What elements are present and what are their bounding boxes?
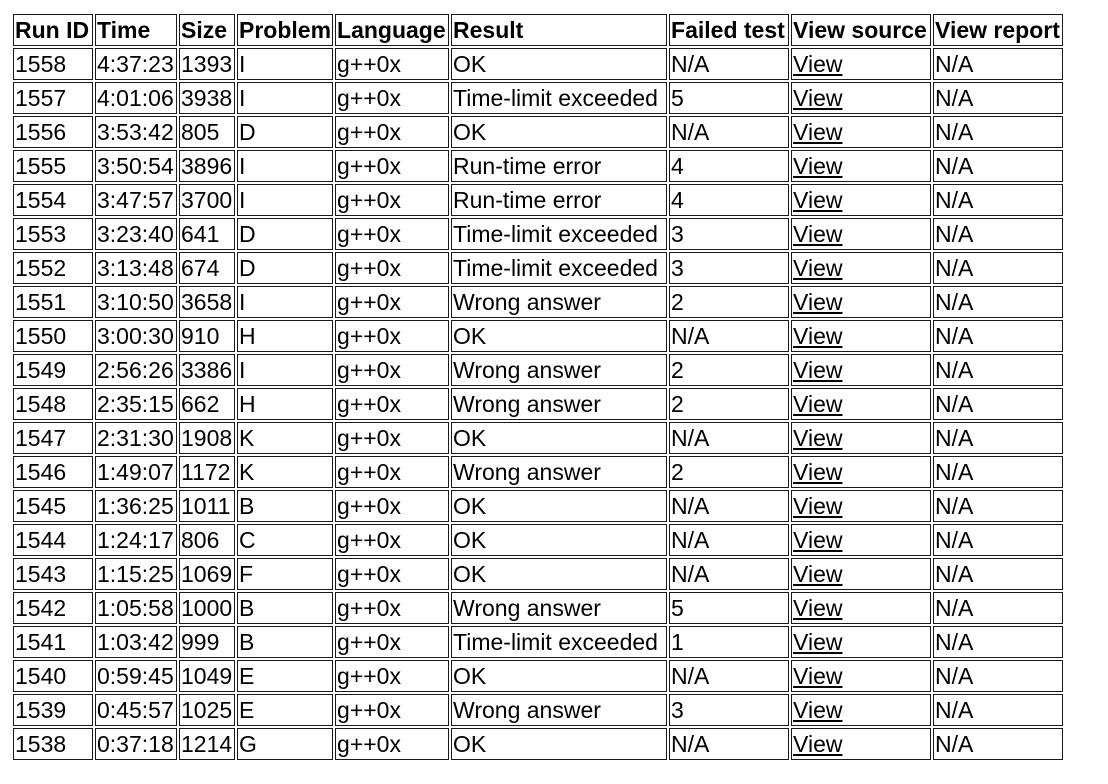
cell-view-source <box>791 388 931 420</box>
view-source-link[interactable]: View <box>793 425 843 451</box>
view-source-link[interactable]: View <box>793 595 843 621</box>
cell-view-source <box>791 558 931 590</box>
cell-view-source <box>791 592 931 624</box>
cell-size: 3938 <box>179 82 235 114</box>
cell-view-report: N/A <box>933 184 1063 216</box>
header-size: Size <box>179 14 235 46</box>
cell-time: 3:13:48 <box>95 252 177 284</box>
cell-result: Time-limit exceeded <box>451 218 667 250</box>
view-source-link[interactable]: View <box>793 731 843 757</box>
view-source-link[interactable]: View <box>793 187 843 213</box>
cell-size: 1172 <box>179 456 235 488</box>
cell-time: 1:36:25 <box>95 490 177 522</box>
cell-view-report: N/A <box>933 286 1063 318</box>
cell-view-report: N/A <box>933 490 1063 522</box>
cell-failed-test: 3 <box>669 252 789 284</box>
cell-size: 1025 <box>179 694 235 726</box>
header-view-report: View report <box>933 14 1063 46</box>
cell-problem: B <box>237 490 333 522</box>
cell-view-source <box>791 286 931 318</box>
table-row <box>13 728 1063 760</box>
view-source-link[interactable]: View <box>793 629 843 655</box>
table-row <box>13 694 1063 726</box>
cell-result: OK <box>451 660 667 692</box>
cell-run-id: 1556 <box>13 116 93 148</box>
cell-problem: G <box>237 728 333 760</box>
cell-problem: I <box>237 354 333 386</box>
cell-view-source <box>791 150 931 182</box>
cell-language: g++0x <box>335 286 449 318</box>
cell-size: 3896 <box>179 150 235 182</box>
cell-failed-test: 2 <box>669 286 789 318</box>
cell-failed-test: N/A <box>669 48 789 80</box>
cell-view-report: N/A <box>933 82 1063 114</box>
cell-run-id: 1557 <box>13 82 93 114</box>
view-source-link[interactable]: View <box>793 51 843 77</box>
cell-time: 2:31:30 <box>95 422 177 454</box>
cell-view-report: N/A <box>933 524 1063 556</box>
cell-view-report: N/A <box>933 660 1063 692</box>
cell-size: 674 <box>179 252 235 284</box>
cell-size: 806 <box>179 524 235 556</box>
cell-language: g++0x <box>335 456 449 488</box>
cell-language: g++0x <box>335 660 449 692</box>
cell-failed-test: 2 <box>669 354 789 386</box>
cell-result: Run-time error <box>451 150 667 182</box>
cell-size: 1908 <box>179 422 235 454</box>
cell-result: OK <box>451 116 667 148</box>
cell-view-report: N/A <box>933 592 1063 624</box>
table-row <box>13 82 1063 114</box>
view-source-link[interactable]: View <box>793 153 843 179</box>
cell-view-source <box>791 252 931 284</box>
cell-language: g++0x <box>335 490 449 522</box>
table-row <box>13 660 1063 692</box>
header-problem: Problem <box>237 14 333 46</box>
cell-language: g++0x <box>335 116 449 148</box>
cell-run-id: 1540 <box>13 660 93 692</box>
table-row <box>13 422 1063 454</box>
cell-size: 3700 <box>179 184 235 216</box>
cell-language: g++0x <box>335 592 449 624</box>
cell-size: 641 <box>179 218 235 250</box>
cell-problem: D <box>237 116 333 148</box>
cell-size: 3386 <box>179 354 235 386</box>
cell-time: 1:24:17 <box>95 524 177 556</box>
cell-run-id: 1552 <box>13 252 93 284</box>
cell-time: 3:53:42 <box>95 116 177 148</box>
cell-run-id: 1543 <box>13 558 93 590</box>
cell-failed-test: N/A <box>669 116 789 148</box>
cell-language: g++0x <box>335 354 449 386</box>
cell-view-source <box>791 218 931 250</box>
table-row <box>13 490 1063 522</box>
cell-time: 1:15:25 <box>95 558 177 590</box>
cell-problem: D <box>237 218 333 250</box>
cell-result: Wrong answer <box>451 388 667 420</box>
cell-problem: I <box>237 286 333 318</box>
cell-run-id: 1553 <box>13 218 93 250</box>
cell-problem: I <box>237 150 333 182</box>
cell-time: 0:45:57 <box>95 694 177 726</box>
cell-language: g++0x <box>335 218 449 250</box>
cell-problem: K <box>237 456 333 488</box>
cell-language: g++0x <box>335 252 449 284</box>
cell-view-source <box>791 456 931 488</box>
view-source-link[interactable]: View <box>793 255 843 281</box>
cell-view-report: N/A <box>933 150 1063 182</box>
cell-time: 3:00:30 <box>95 320 177 352</box>
cell-view-report: N/A <box>933 48 1063 80</box>
cell-view-source <box>791 626 931 658</box>
cell-size: 805 <box>179 116 235 148</box>
cell-run-id: 1544 <box>13 524 93 556</box>
cell-problem: H <box>237 388 333 420</box>
cell-view-source <box>791 320 931 352</box>
view-source-link[interactable]: View <box>793 391 843 417</box>
cell-view-report: N/A <box>933 456 1063 488</box>
cell-result: Wrong answer <box>451 694 667 726</box>
cell-language: g++0x <box>335 82 449 114</box>
cell-run-id: 1538 <box>13 728 93 760</box>
cell-size: 910 <box>179 320 235 352</box>
cell-run-id: 1554 <box>13 184 93 216</box>
cell-run-id: 1541 <box>13 626 93 658</box>
view-source-link[interactable]: View <box>793 663 843 689</box>
cell-size: 662 <box>179 388 235 420</box>
view-source-link[interactable]: View <box>793 527 843 553</box>
cell-problem: B <box>237 626 333 658</box>
cell-failed-test: N/A <box>669 558 789 590</box>
view-source-link[interactable]: View <box>793 119 843 145</box>
cell-view-report: N/A <box>933 728 1063 760</box>
cell-view-source <box>791 422 931 454</box>
cell-run-id: 1542 <box>13 592 93 624</box>
cell-size: 3658 <box>179 286 235 318</box>
cell-problem: I <box>237 184 333 216</box>
table-row <box>13 116 1063 148</box>
view-source-link[interactable]: View <box>793 561 843 587</box>
cell-view-report: N/A <box>933 218 1063 250</box>
cell-problem: K <box>237 422 333 454</box>
cell-result: Wrong answer <box>451 456 667 488</box>
cell-view-report: N/A <box>933 320 1063 352</box>
cell-run-id: 1547 <box>13 422 93 454</box>
cell-problem: I <box>237 48 333 80</box>
cell-time: 1:49:07 <box>95 456 177 488</box>
cell-failed-test: 2 <box>669 388 789 420</box>
cell-language: g++0x <box>335 184 449 216</box>
cell-view-source <box>791 354 931 386</box>
table-row <box>13 354 1063 386</box>
cell-problem: I <box>237 82 333 114</box>
cell-time: 1:03:42 <box>95 626 177 658</box>
cell-size: 1393 <box>179 48 235 80</box>
cell-failed-test: 4 <box>669 150 789 182</box>
cell-result: OK <box>451 558 667 590</box>
cell-run-id: 1546 <box>13 456 93 488</box>
cell-view-report: N/A <box>933 116 1063 148</box>
table-row <box>13 320 1063 352</box>
cell-time: 3:47:57 <box>95 184 177 216</box>
cell-time: 2:56:26 <box>95 354 177 386</box>
cell-problem: E <box>237 660 333 692</box>
cell-time: 3:23:40 <box>95 218 177 250</box>
cell-run-id: 1539 <box>13 694 93 726</box>
cell-size: 1214 <box>179 728 235 760</box>
cell-language: g++0x <box>335 388 449 420</box>
cell-language: g++0x <box>335 626 449 658</box>
cell-failed-test: 2 <box>669 456 789 488</box>
header-result: Result <box>451 14 667 46</box>
table-body <box>13 48 1063 760</box>
cell-result: OK <box>451 524 667 556</box>
view-source-link[interactable]: View <box>793 323 843 349</box>
header-run-id: Run ID <box>13 14 93 46</box>
cell-failed-test: N/A <box>669 524 789 556</box>
view-source-link[interactable]: View <box>793 221 843 247</box>
cell-run-id: 1555 <box>13 150 93 182</box>
cell-problem: F <box>237 558 333 590</box>
cell-language: g++0x <box>335 558 449 590</box>
view-source-link[interactable]: View <box>793 357 843 383</box>
cell-view-source <box>791 490 931 522</box>
cell-problem: D <box>237 252 333 284</box>
cell-view-report: N/A <box>933 388 1063 420</box>
cell-view-report: N/A <box>933 626 1063 658</box>
cell-problem: C <box>237 524 333 556</box>
cell-problem: H <box>237 320 333 352</box>
cell-language: g++0x <box>335 728 449 760</box>
cell-view-report: N/A <box>933 694 1063 726</box>
cell-run-id: 1549 <box>13 354 93 386</box>
cell-run-id: 1545 <box>13 490 93 522</box>
cell-time: 1:05:58 <box>95 592 177 624</box>
cell-view-source <box>791 48 931 80</box>
table-row <box>13 218 1063 250</box>
cell-result: Wrong answer <box>451 354 667 386</box>
cell-language: g++0x <box>335 150 449 182</box>
cell-result: Wrong answer <box>451 592 667 624</box>
table-row <box>13 388 1063 420</box>
cell-view-source <box>791 82 931 114</box>
cell-language: g++0x <box>335 48 449 80</box>
table-row <box>13 456 1063 488</box>
cell-failed-test: N/A <box>669 320 789 352</box>
table-header-row <box>13 14 1063 46</box>
cell-failed-test: 1 <box>669 626 789 658</box>
cell-size: 1000 <box>179 592 235 624</box>
view-source-link[interactable]: View <box>793 459 843 485</box>
header-language: Language <box>335 14 449 46</box>
table-row <box>13 184 1063 216</box>
runs-table <box>11 12 1065 762</box>
cell-language: g++0x <box>335 694 449 726</box>
cell-failed-test: N/A <box>669 490 789 522</box>
cell-failed-test: N/A <box>669 660 789 692</box>
cell-language: g++0x <box>335 422 449 454</box>
cell-failed-test: 3 <box>669 218 789 250</box>
cell-result: OK <box>451 48 667 80</box>
cell-language: g++0x <box>335 524 449 556</box>
cell-problem: E <box>237 694 333 726</box>
cell-result: OK <box>451 320 667 352</box>
cell-result: Time-limit exceeded <box>451 252 667 284</box>
header-failed-test: Failed test <box>669 14 789 46</box>
cell-view-source <box>791 660 931 692</box>
cell-result: OK <box>451 422 667 454</box>
cell-result: OK <box>451 728 667 760</box>
table-row <box>13 150 1063 182</box>
cell-time: 3:50:54 <box>95 150 177 182</box>
cell-view-source <box>791 524 931 556</box>
cell-language: g++0x <box>335 320 449 352</box>
cell-result: Wrong answer <box>451 286 667 318</box>
cell-failed-test: 3 <box>669 694 789 726</box>
cell-view-source <box>791 728 931 760</box>
cell-size: 999 <box>179 626 235 658</box>
table-row <box>13 252 1063 284</box>
cell-size: 1049 <box>179 660 235 692</box>
cell-time: 4:01:06 <box>95 82 177 114</box>
table-row <box>13 626 1063 658</box>
cell-run-id: 1558 <box>13 48 93 80</box>
table-row <box>13 592 1063 624</box>
cell-result: Time-limit exceeded <box>451 82 667 114</box>
cell-time: 0:37:18 <box>95 728 177 760</box>
cell-result: Time-limit exceeded <box>451 626 667 658</box>
cell-failed-test: 5 <box>669 592 789 624</box>
table-row <box>13 558 1063 590</box>
cell-run-id: 1551 <box>13 286 93 318</box>
cell-time: 4:37:23 <box>95 48 177 80</box>
cell-view-report: N/A <box>933 252 1063 284</box>
view-source-link[interactable]: View <box>793 697 843 723</box>
header-view-source: View source <box>791 14 931 46</box>
cell-time: 2:35:15 <box>95 388 177 420</box>
cell-run-id: 1550 <box>13 320 93 352</box>
cell-view-report: N/A <box>933 558 1063 590</box>
cell-size: 1011 <box>179 490 235 522</box>
cell-view-source <box>791 116 931 148</box>
cell-failed-test: N/A <box>669 422 789 454</box>
cell-failed-test: 4 <box>669 184 789 216</box>
cell-result: OK <box>451 490 667 522</box>
cell-run-id: 1548 <box>13 388 93 420</box>
view-source-link[interactable]: View <box>793 289 843 315</box>
cell-result: Run-time error <box>451 184 667 216</box>
cell-view-source <box>791 184 931 216</box>
cell-problem: B <box>237 592 333 624</box>
cell-size: 1069 <box>179 558 235 590</box>
cell-time: 0:59:45 <box>95 660 177 692</box>
view-source-link[interactable]: View <box>793 85 843 111</box>
cell-failed-test: 5 <box>669 82 789 114</box>
cell-failed-test: N/A <box>669 728 789 760</box>
cell-view-source <box>791 694 931 726</box>
table-row <box>13 286 1063 318</box>
view-source-link[interactable]: View <box>793 493 843 519</box>
table-row <box>13 48 1063 80</box>
cell-view-report: N/A <box>933 354 1063 386</box>
cell-time: 3:10:50 <box>95 286 177 318</box>
cell-view-report: N/A <box>933 422 1063 454</box>
header-time: Time <box>95 14 177 46</box>
table-row <box>13 524 1063 556</box>
